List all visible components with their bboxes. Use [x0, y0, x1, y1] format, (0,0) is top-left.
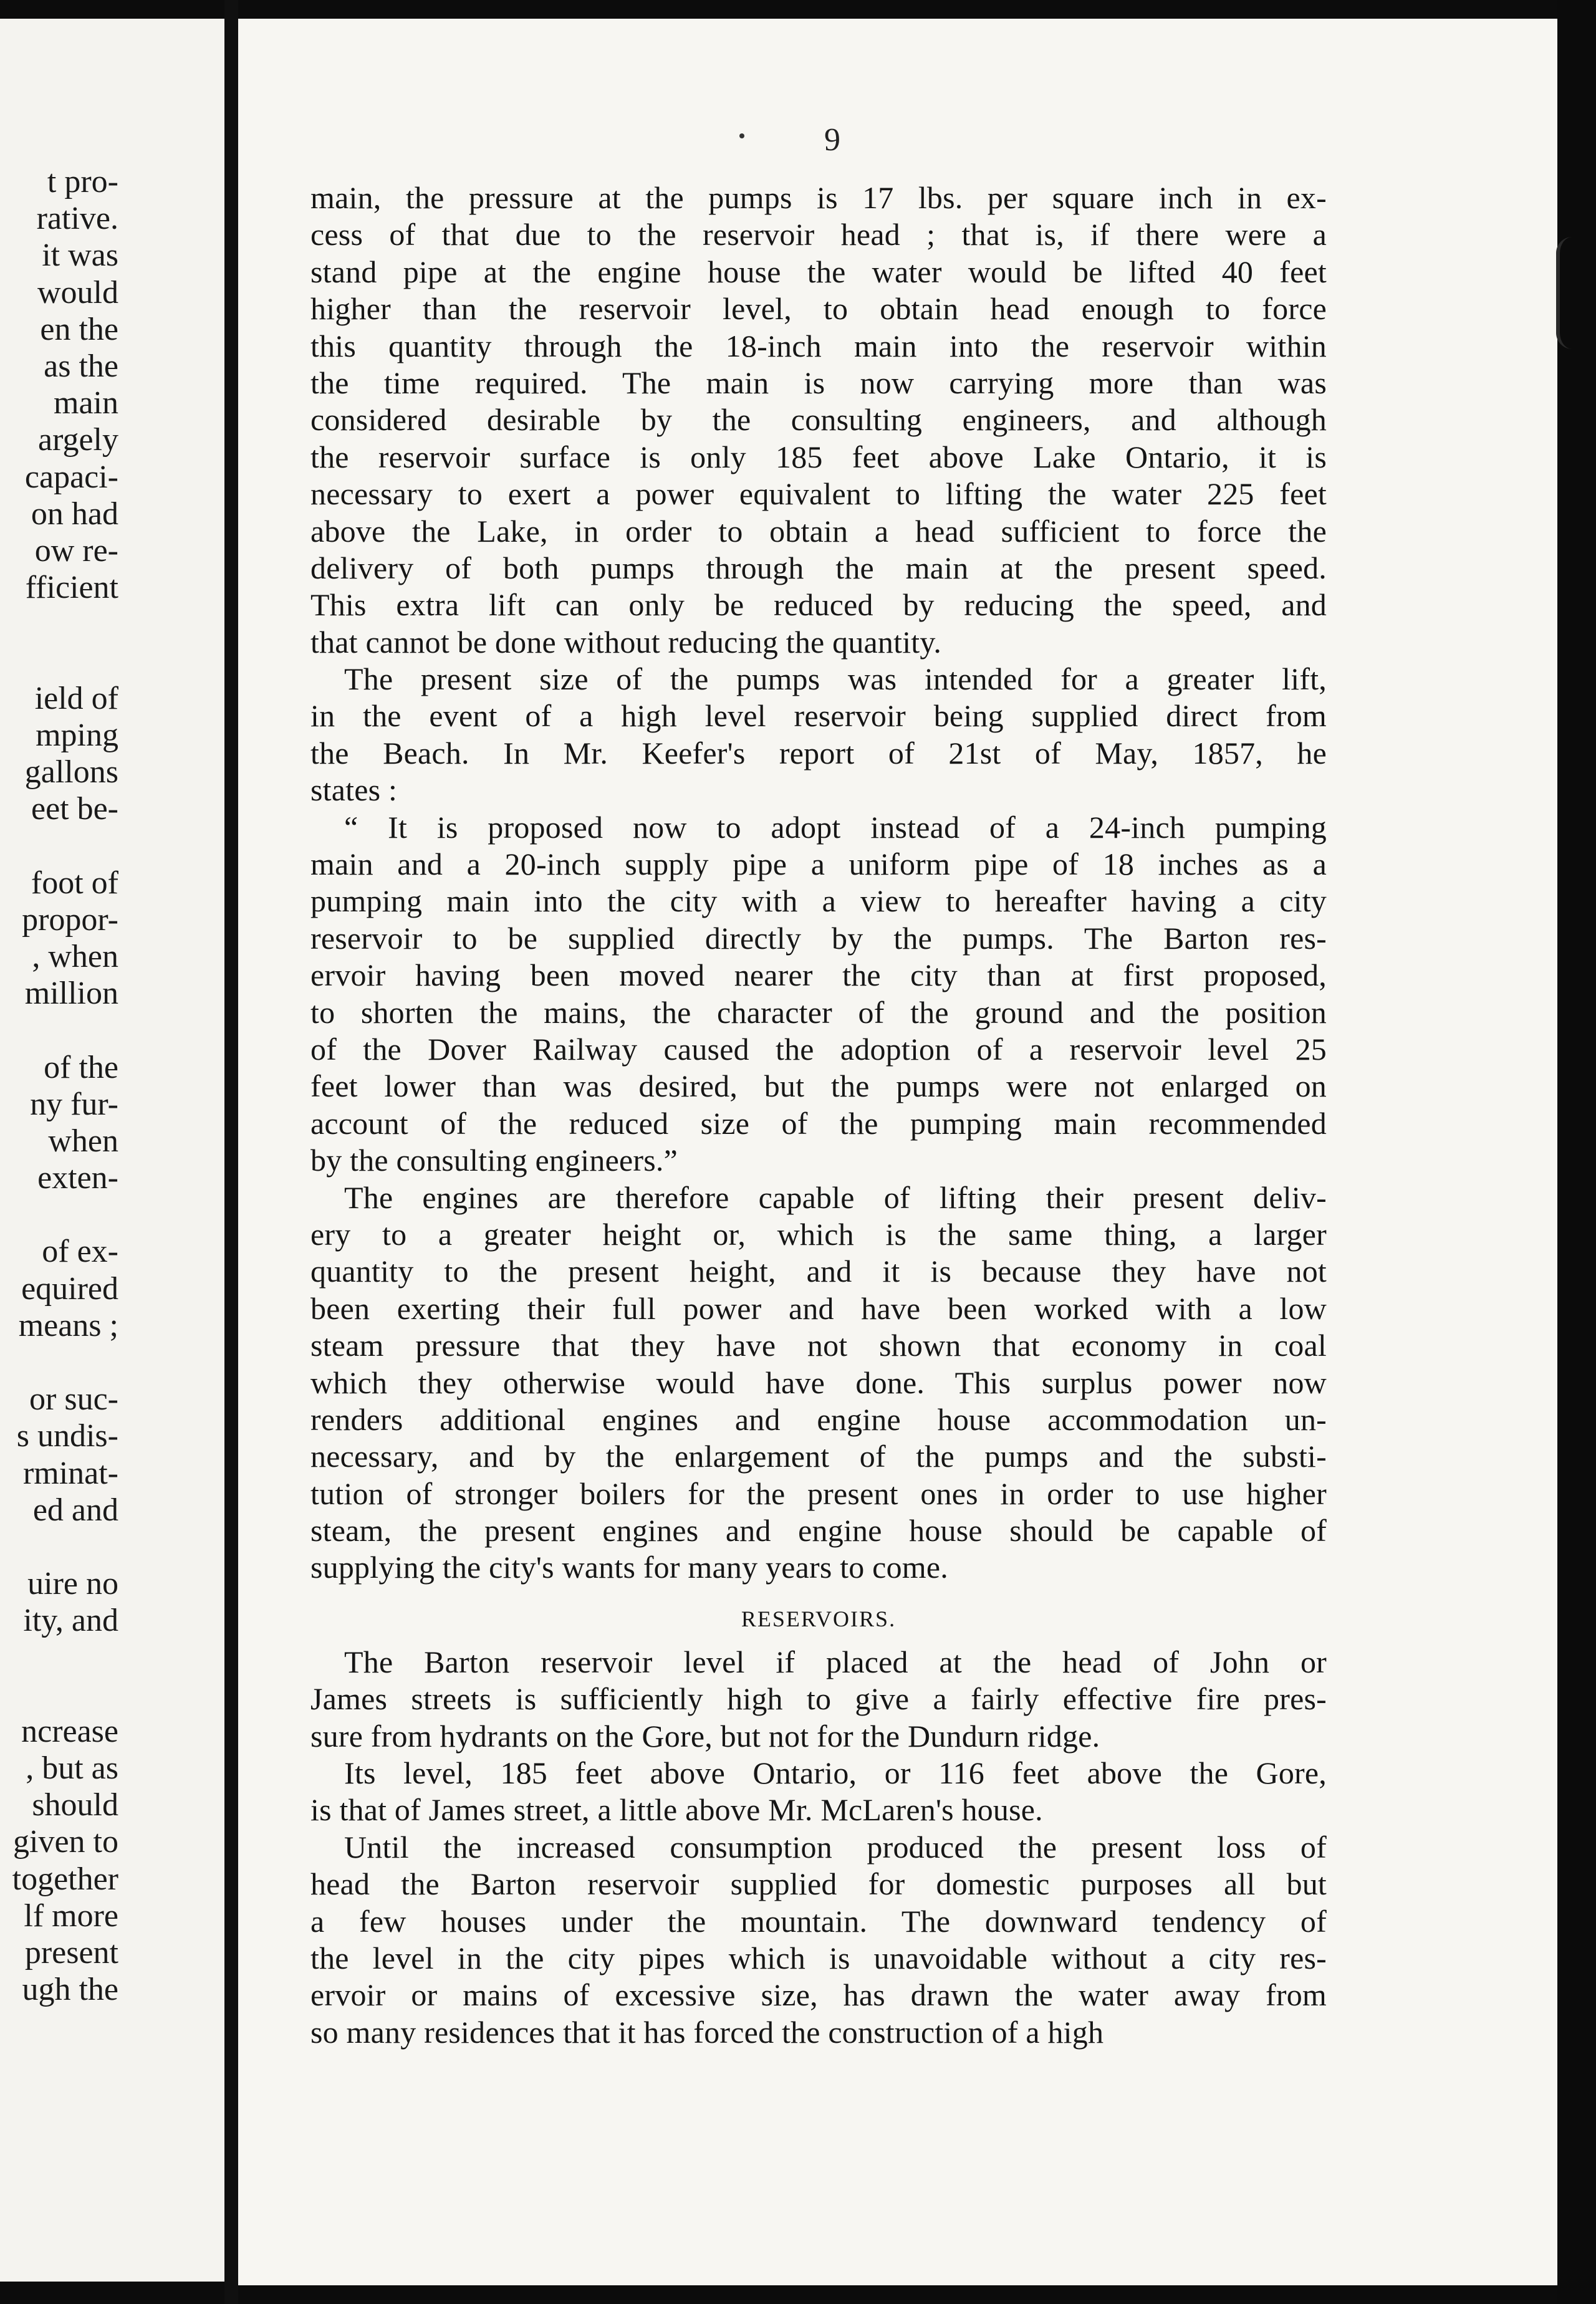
previous-page-line	[6, 827, 118, 864]
previous-page-line: should	[32, 1787, 118, 1823]
text-line: so many residences that it has forced the construction of a high	[310, 2014, 1104, 2050]
text-line: renders additional engines and engine house accommodation un-	[310, 1401, 1327, 1437]
paragraph-consumption	[310, 1829, 1327, 2051]
text-line: steam, the present engines and engine house should be capable of	[310, 1513, 1327, 1548]
text-line: Its level, 185 feet above Ontario, or 116 feet above the Gore,	[344, 1755, 1327, 1791]
text-line: reservoir to be supplied directly by the pumps. The Barton res-	[310, 920, 1327, 956]
previous-page-line: it was	[42, 238, 118, 274]
text-line: stand pipe at the engine house the water would be lifted 40 feet	[310, 254, 1327, 289]
previous-page-line: or suc-	[29, 1381, 118, 1418]
previous-page-line: equired	[21, 1270, 118, 1307]
previous-page-line: foot of	[31, 865, 118, 901]
page-gutter	[224, 0, 238, 2304]
previous-page-line: lf more	[24, 1898, 118, 1934]
previous-page-line: eet be-	[31, 791, 118, 827]
previous-page-line: ncrease	[21, 1713, 118, 1749]
previous-page-line: ity, and	[23, 1603, 118, 1639]
previous-page-line: argely	[38, 422, 118, 458]
text-line: higher than the reservoir level, to obtain head enough to force	[310, 291, 1327, 327]
text-line: James streets is sufficiently high to give a fairly effective fire pres-	[310, 1681, 1327, 1717]
paragraph-pump-size	[310, 661, 1327, 809]
previous-page-line: exten-	[37, 1160, 118, 1196]
paragraph-keefer-quote	[310, 809, 1327, 1179]
text-line: states :	[310, 772, 398, 808]
previous-page-line: rative.	[36, 201, 118, 237]
text-line: is that of James street, a little above Mr. McLaren's house.	[310, 1792, 1043, 1828]
previous-page-line: , when	[32, 938, 118, 974]
previous-page-line: together	[12, 1861, 118, 1897]
previous-page-line: present	[24, 1935, 118, 1970]
previous-page-line	[6, 1639, 118, 1676]
text-line: cess of that due to the reservoir head ; that is, if there were a	[310, 217, 1327, 252]
text-line: tution of stronger boilers for the present ones in order to use higher	[310, 1476, 1327, 1511]
text-line: delivery of both pumps through the main at the present speed.	[310, 550, 1327, 585]
text-line: This extra lift can only be reduced by reducing the speed, and	[310, 587, 1327, 623]
text-line: which they otherwise would have done. This surplus power now	[310, 1365, 1327, 1400]
text-line: this quantity through the 18-inch main into the reservoir within	[310, 328, 1327, 363]
text-line: to shorten the mains, the character of the ground and the position	[310, 994, 1327, 1030]
previous-page-line: propor-	[22, 901, 118, 938]
page-body	[310, 180, 1327, 2051]
text-line: The engines are therefore capable of lifting their present deliv-	[344, 1179, 1327, 1215]
previous-page-line: ield of	[34, 680, 118, 716]
previous-page-line: t pro-	[47, 164, 118, 199]
text-line: The Barton reservoir level if placed at the head of John or	[344, 1644, 1327, 1679]
previous-page-line	[6, 1344, 118, 1381]
text-line: ery to a greater height or, which is the same thing, a larger	[310, 1216, 1327, 1252]
previous-page-line: ow re-	[34, 532, 118, 569]
text-line: sure from hydrants on the Gore, but not for the Dundurn ridge.	[310, 1718, 1100, 1754]
paragraph-level-height	[310, 1755, 1327, 1829]
previous-page-fragment	[0, 19, 224, 2282]
previous-page-text	[6, 163, 118, 2008]
previous-page-line: rminat-	[22, 1455, 118, 1491]
text-line: The present size of the pumps was intended for a greater lift,	[344, 661, 1327, 697]
text-line: steam pressure that they have not shown that economy in coal	[310, 1328, 1327, 1363]
previous-page-line: as the	[44, 348, 118, 384]
previous-page-line	[6, 1012, 118, 1049]
text-line: been exerting their full power and have been worked with a low	[310, 1290, 1327, 1326]
text-line: of the Dover Railway caused the adoption of a reservoir level 25	[310, 1031, 1327, 1067]
text-line: supplying the city's wants for many years to come.	[310, 1550, 948, 1585]
text-line: considered desirable by the consulting engineers, and although	[310, 402, 1327, 438]
previous-page-line: en the	[40, 311, 118, 347]
text-line: that cannot be done without reducing the quantity.	[310, 624, 942, 660]
text-line: the time required. The main is now carrying more than was	[310, 365, 1327, 400]
text-line: main and a 20-inch supply pipe a uniform pipe of 18 inches as a	[310, 847, 1327, 882]
previous-page-line: on had	[31, 496, 118, 532]
previous-page-line: when	[48, 1123, 118, 1159]
section-heading-reservoirs: RESERVOIRS.	[741, 1606, 897, 1631]
text-line: Until the increased consumption produced the present loss of	[344, 1829, 1327, 1865]
text-line: “ It is proposed now to adopt instead of a 24-inch pumping	[344, 809, 1327, 845]
text-line: ervoir or mains of excessive size, has drawn the water away from	[310, 1977, 1327, 2013]
previous-page-line: ugh the	[22, 1972, 118, 2008]
previous-page-line: , but as	[26, 1750, 118, 1787]
page-dot	[739, 133, 744, 138]
text-line: the level in the city pipes which is unavoidable without a city res-	[310, 1940, 1327, 1975]
previous-page-line: million	[24, 976, 118, 1012]
text-line: pumping main into the city with a view to hereafter having a city	[310, 883, 1327, 919]
paragraph-pump-pressure	[310, 180, 1327, 661]
text-line: the Beach. In Mr. Keefer's report of 21st of May, 1857, he	[310, 735, 1327, 770]
paragraph-engine-capacity	[310, 1179, 1327, 1586]
previous-page-line: of ex-	[42, 1234, 118, 1270]
text-line: feet lower than was desired, but the pumps were not enlarged on	[310, 1068, 1327, 1104]
paragraph-barton-level	[310, 1644, 1327, 1755]
previous-page-line: means ;	[18, 1307, 118, 1343]
previous-page-line: main	[54, 385, 118, 421]
previous-page-line: ed and	[32, 1492, 118, 1528]
previous-page-line	[6, 606, 118, 643]
text-line: necessary, and by the enlargement of the pumps and the substi-	[310, 1439, 1327, 1474]
text-line: in the event of a high level reservoir being supplied direct from	[310, 698, 1327, 734]
text-line: quantity to the present height, and it is because they have not	[310, 1254, 1327, 1289]
previous-page-line: fficient	[25, 570, 118, 606]
previous-page-line: mping	[36, 717, 118, 753]
text-line: above the Lake, in order to obtain a head sufficient to force the	[310, 513, 1327, 549]
binding-mark	[1556, 237, 1572, 349]
text-line: by the consulting engineers.”	[310, 1143, 678, 1178]
previous-page-line: of the	[44, 1049, 118, 1085]
text-line: the reservoir surface is only 185 feet above Lake Ontario, it is	[310, 439, 1327, 474]
text-line: account of the reduced size of the pumping main recommended	[310, 1105, 1327, 1141]
previous-page-line	[6, 1676, 118, 1713]
text-line: a few houses under the mountain. The downward tendency of	[310, 1903, 1327, 1939]
previous-page-line	[6, 643, 118, 679]
previous-page-line: capaci-	[24, 459, 118, 495]
text-line: head the Barton reservoir supplied for domestic purposes all but	[310, 1866, 1327, 1902]
previous-page-line: uire no	[27, 1566, 118, 1602]
previous-page-line: would	[37, 274, 118, 310]
previous-page-line: gallons	[24, 754, 118, 790]
text-line: necessary to exert a power equivalent to lifting the water 225 feet	[310, 476, 1327, 512]
text-line: ervoir having been moved nearer the city than at first proposed,	[310, 958, 1327, 993]
previous-page-line: ny fur-	[30, 1086, 118, 1122]
previous-page-line: s undis-	[16, 1418, 118, 1454]
previous-page-line	[6, 1529, 118, 1565]
page-number: 9	[824, 122, 840, 158]
previous-page-line: given to	[13, 1824, 118, 1860]
text-line: main, the pressure at the pumps is 17 lbs. per square inch in ex-	[310, 180, 1327, 215]
previous-page-line	[6, 1196, 118, 1233]
